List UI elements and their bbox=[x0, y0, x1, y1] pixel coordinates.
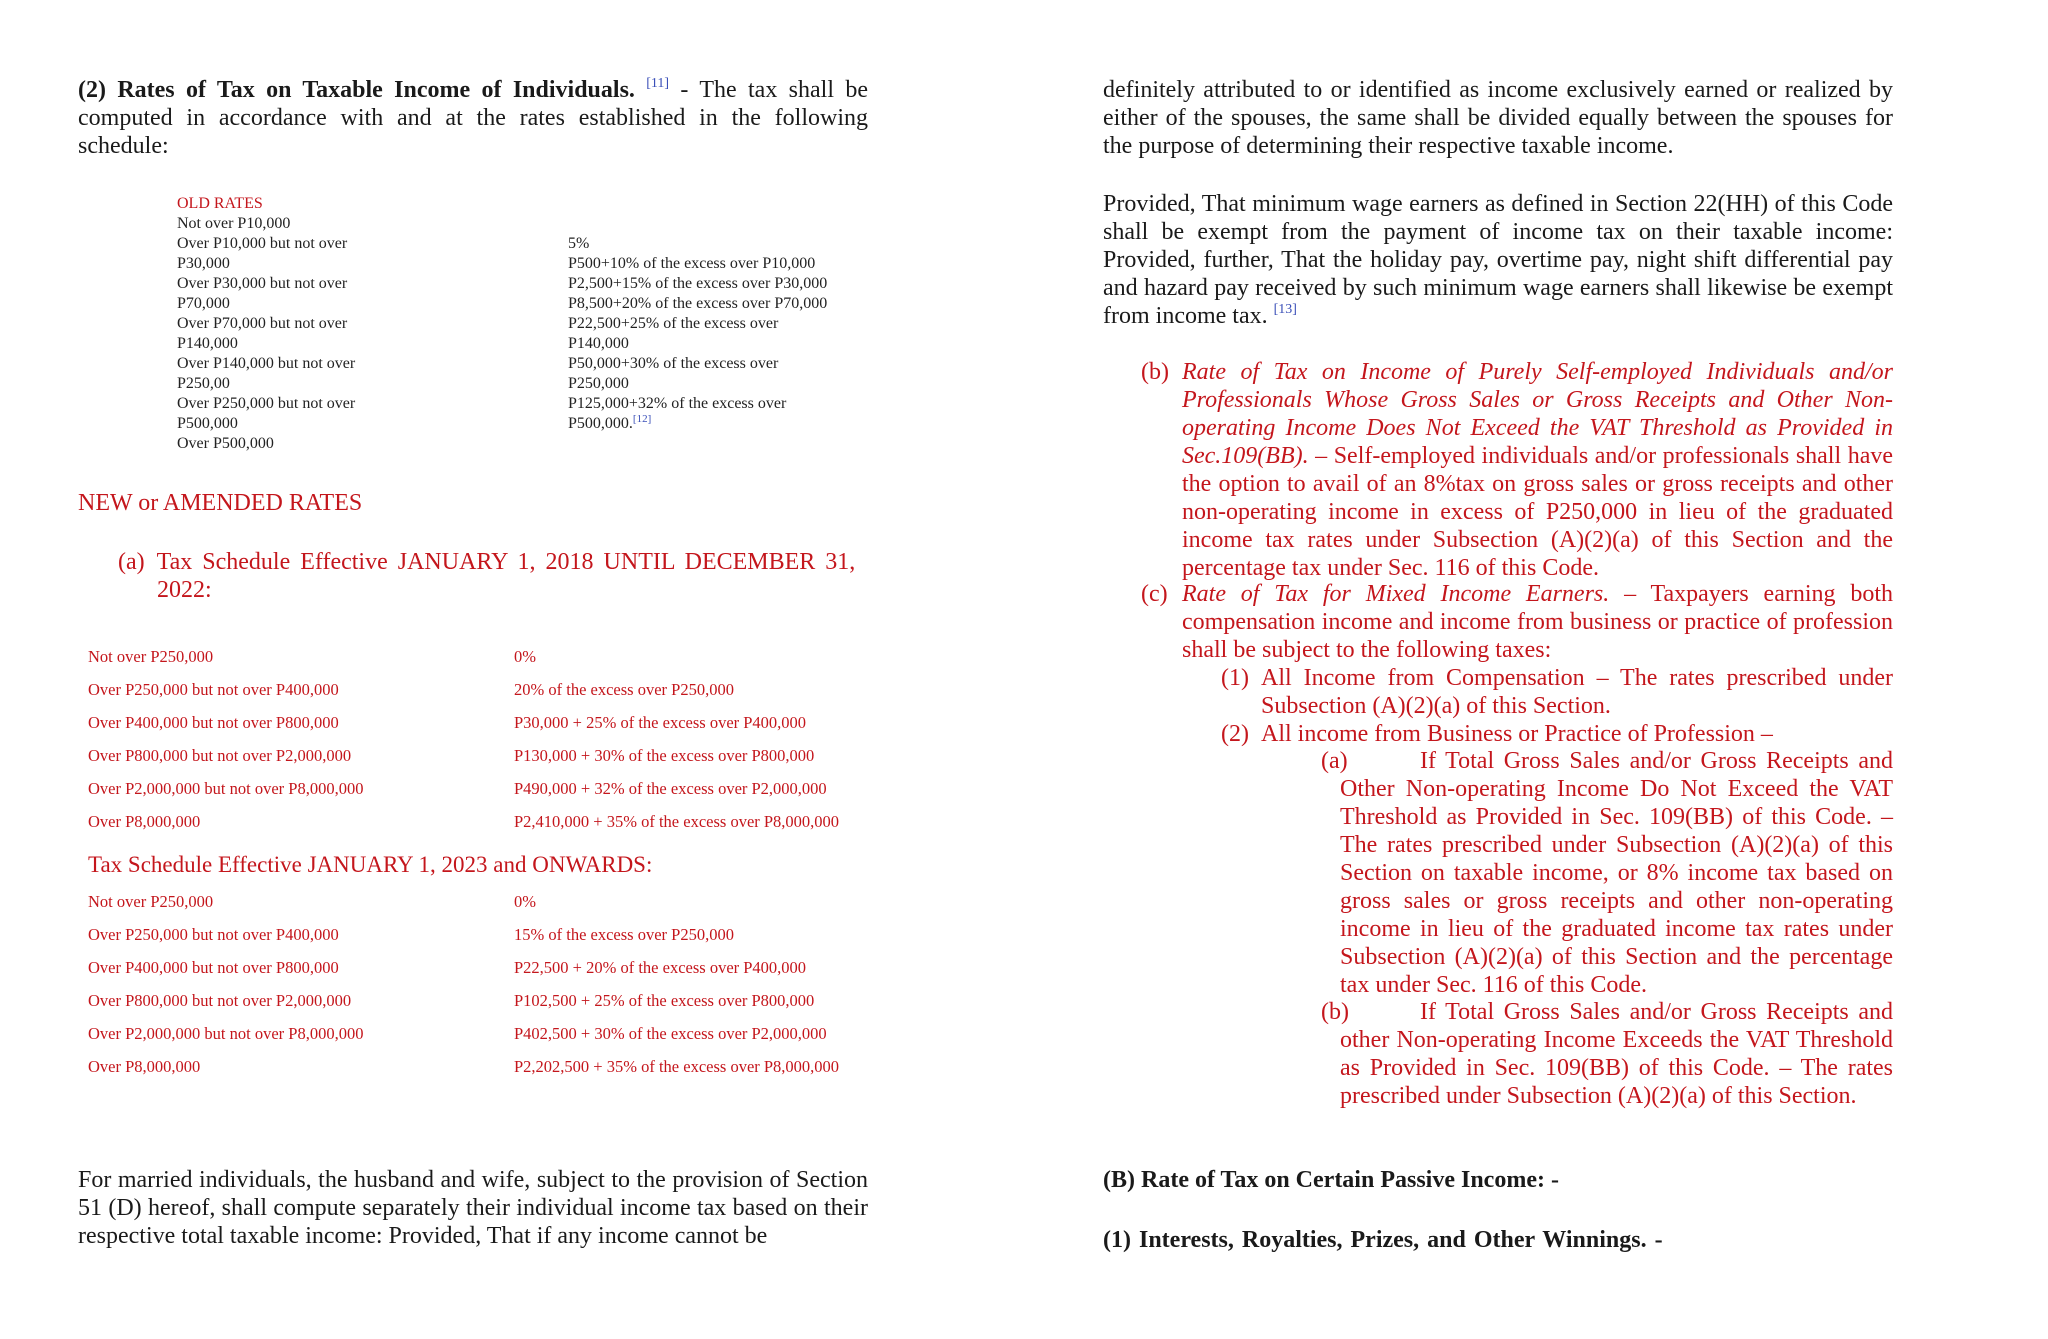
table-row: Not over P250,000 0% bbox=[88, 647, 536, 666]
table-row: Over P2,000,000 but not over P8,000,000 P490,000 + 32% of the excess over P2,000,000 bbox=[88, 779, 827, 798]
old-bracket: Over P70,000 but not over bbox=[177, 315, 348, 332]
item-c2-text: All income from Business or Practice of Profession – bbox=[1261, 721, 1773, 747]
table-row: Over P8,000,000 P2,410,000 + 35% of the excess over P8,000,000 bbox=[88, 812, 840, 831]
intro-paragraph bbox=[78, 76, 868, 160]
item-b-label: (b) bbox=[1141, 359, 1169, 385]
continuation-paragraph: definitely attributed to or identified as income exclusively earned or realized by either of the spouses, the same shall be divided equally between the spouses for the purpose of determining their respective taxable income. bbox=[1103, 77, 1893, 159]
item-b-title: Rate of Tax on Income of Purely Self-employed Individuals and/or Professionals Whose Gross Sales or Gross Receipts and Other Non-operating Income Does Not Exceed the VAT Threshold as Provided in Sec.109(BB). bbox=[1182, 359, 1893, 469]
item-c-text: – Taxpayers earning both compensation income and income from business or practice of profession shall be subject to the following taxes: bbox=[1182, 581, 1893, 663]
table-row: Over P800,000 but not over P2,000,000 P130,000 + 30% of the excess over P800,000 bbox=[88, 746, 815, 765]
table-row: Over P400,000 but not over P800,000 P30,000 + 25% of the excess over P400,000 bbox=[88, 713, 807, 732]
table-row: Over P250,000 but not over P400,000 20% of the excess over P250,000 bbox=[88, 680, 734, 699]
item-c2-label: (2) bbox=[1221, 721, 1249, 747]
item-c-paragraph bbox=[1182, 580, 1893, 664]
old-bracket: P250,00 bbox=[177, 375, 230, 392]
old-bracket: Over P500,000 bbox=[177, 435, 274, 452]
old-bracket: P70,000 bbox=[177, 295, 230, 312]
schedule-a-heading bbox=[118, 548, 868, 604]
old-rate: P50,000+30% of the excess over bbox=[568, 355, 779, 372]
item-c1-label: (1) bbox=[1221, 665, 1249, 691]
section-heading: (2) Rates of Tax on Taxable Income of Individuals. bbox=[78, 77, 635, 103]
subitem-a-text: If Total Gross Sales and/or Gross Receipts and Other Non-operating Income Do Not Exceed the VAT Threshold as Provided in Sec. 109(BB) of this Code. – The rates prescribed under Subsection (A)(2)(a) of this Section on taxable income, or 8% income tax based on gross sales or gross receipts and other non-operating income in lieu of the graduated income tax rates under Subsection (A)(2)(a) of this Section and the percentage tax under Sec. 116 of this Code. bbox=[1340, 748, 1893, 998]
old-rate: P22,500+25% of the excess over bbox=[568, 315, 779, 332]
subitem-b-text: If Total Gross Sales and/or Gross Receipts and other Non-operating Income Exceeds the VAT Threshold as Provided in Sec. 109(BB) of this Code. – The rates prescribed under Subsection (A)(2)(a) of this Section. bbox=[1340, 999, 1893, 1109]
interests-heading: (1) Interests, Royalties, Prizes, and Other Winnings. - bbox=[1103, 1227, 1663, 1253]
item-c-label: (c) bbox=[1141, 581, 1168, 607]
table-row: Over P8,000,000 P2,202,500 + 35% of the excess over P8,000,000 bbox=[88, 1057, 840, 1076]
item-b-text: – Self-employed individuals and/or professionals shall have the option to avail of an 8%tax on gross sales or gross receipts and other non-operating income in excess of P250,000 in lieu of the graduated income tax rates under Subsection (A)(2)(a) of this Section and the percentage tax under Sec. 116 of this Code. bbox=[1182, 443, 1893, 581]
footnote-link-11[interactable]: [11] bbox=[646, 76, 670, 91]
subitem-b-label: (b) bbox=[1321, 999, 1349, 1025]
subitem-a-label: (a) bbox=[1321, 748, 1348, 774]
new-rates-title: NEW or AMENDED RATES bbox=[78, 490, 363, 516]
intro-text-1: - The tax shall be bbox=[669, 77, 869, 103]
schedule-a-title-line1: (a) Tax Schedule Effective JANUARY 1, 2018 UNTIL DECEMBER 31, bbox=[118, 549, 856, 575]
table-row: Over P2,000,000 but not over P8,000,000 P402,500 + 30% of the excess over P2,000,000 bbox=[88, 1024, 827, 1043]
intro-text-2: computed in accordance with and at the rates established in the following schedule: bbox=[78, 105, 868, 159]
old-bracket: Over P250,000 but not over bbox=[177, 395, 356, 412]
old-rates-title: OLD RATES bbox=[177, 195, 263, 212]
old-rate: P500,000.[12] bbox=[568, 413, 652, 432]
old-bracket: P30,000 bbox=[177, 255, 230, 272]
schedule-a-label: (a) bbox=[118, 549, 145, 575]
old-rate: P8,500+20% of the excess over P70,000 bbox=[568, 295, 828, 312]
old-rate: 5% bbox=[568, 235, 590, 252]
item-b-paragraph bbox=[1182, 358, 1893, 582]
footnote-link-13[interactable]: [13] bbox=[1273, 302, 1297, 317]
old-bracket: Over P140,000 but not over bbox=[177, 355, 356, 372]
table-row: Over P250,000 but not over P400,000 15% of the excess over P250,000 bbox=[88, 925, 734, 944]
old-rate: P250,000 bbox=[568, 375, 629, 392]
old-rate: P2,500+15% of the excess over P30,000 bbox=[568, 275, 828, 292]
table-row: Over P400,000 but not over P800,000 P22,500 + 20% of the excess over P400,000 bbox=[88, 958, 807, 977]
old-rate: P125,000+32% of the excess over bbox=[568, 395, 787, 412]
old-rates-brackets bbox=[177, 194, 477, 454]
item-c1-text: All Income from Compensation – The rates prescribed under Subsection (A)(2)(a) of this Section. bbox=[1261, 665, 1893, 719]
married-paragraph: For married individuals, the husband and wife, subject to the provision of Section 51 (D) hereof, shall compute separately their individual income tax based on their respective total taxable income: Provided, That if any income cannot be bbox=[78, 1167, 868, 1249]
table-row: Over P800,000 but not over P2,000,000 P102,500 + 25% of the excess over P800,000 bbox=[88, 991, 815, 1010]
item-c-title: Rate of Tax for Mixed Income Earners. bbox=[1182, 581, 1610, 607]
old-rate: P140,000 bbox=[568, 335, 629, 352]
provided-paragraph: Provided, That minimum wage earners as defined in Section 22(HH) of this Code shall be exempt from the payment of income tax on their taxable income: Provided, further, That the holiday pay, overtime pay, night shift differential pay and hazard pay received by such minimum wage earners shall likewise be exempt from income tax. [13] bbox=[1103, 191, 1893, 329]
old-bracket: Over P30,000 but not over bbox=[177, 275, 348, 292]
old-bracket: P500,000 bbox=[177, 415, 238, 432]
schedule-b-title: Tax Schedule Effective JANUARY 1, 2023 and ONWARDS: bbox=[88, 852, 653, 877]
old-bracket: Not over P10,000 bbox=[177, 215, 291, 232]
passive-income-heading: (B) Rate of Tax on Certain Passive Income: - bbox=[1103, 1167, 1559, 1193]
old-rates-values bbox=[568, 234, 888, 434]
old-bracket: Over P10,000 but not over bbox=[177, 235, 348, 252]
old-bracket: P140,000 bbox=[177, 335, 238, 352]
footnote-link-12[interactable]: [12] bbox=[632, 413, 652, 425]
old-rate: P500+10% of the excess over P10,000 bbox=[568, 255, 816, 272]
schedule-a-title-line2: 2022: bbox=[157, 577, 212, 603]
table-row: Not over P250,000 0% bbox=[88, 892, 536, 911]
